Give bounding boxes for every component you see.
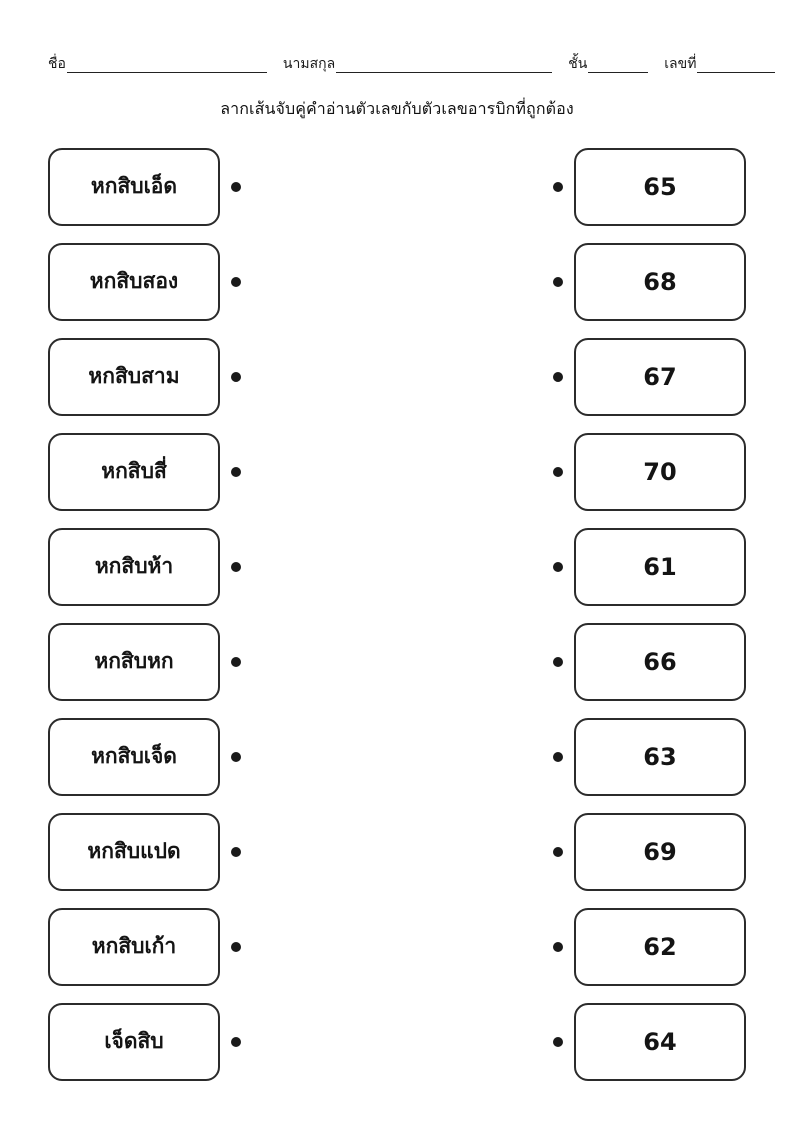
number-card[interactable] bbox=[574, 243, 746, 321]
lastname-label: นามสกุล bbox=[282, 56, 336, 72]
word-card[interactable] bbox=[48, 148, 220, 226]
name-input-blank[interactable] bbox=[67, 58, 267, 73]
number-input-blank[interactable] bbox=[697, 58, 775, 73]
connector-dot-right[interactable] bbox=[553, 372, 563, 382]
student-info-header bbox=[48, 56, 746, 73]
class-input-blank[interactable] bbox=[588, 58, 648, 73]
connector-dot-right[interactable] bbox=[553, 182, 563, 192]
matching-row bbox=[48, 528, 746, 606]
number-card[interactable] bbox=[574, 908, 746, 986]
lastname-input-blank[interactable] bbox=[336, 58, 552, 73]
connector-dot-left[interactable] bbox=[231, 847, 241, 857]
connector-dot-left[interactable] bbox=[231, 277, 241, 287]
name-label: ชื่อ bbox=[48, 56, 66, 72]
number-card[interactable] bbox=[574, 148, 746, 226]
word-card[interactable] bbox=[48, 718, 220, 796]
word-card[interactable] bbox=[48, 908, 220, 986]
number-card-label: 67 bbox=[643, 362, 677, 391]
connector-dot-left[interactable] bbox=[231, 467, 241, 477]
connector-dot-right[interactable] bbox=[553, 467, 563, 477]
matching-row bbox=[48, 908, 746, 986]
number-card[interactable] bbox=[574, 623, 746, 701]
instruction-text: ลากเส้นจับคู่คำอ่านตัวเลขกับตัวเลขอารบิกที่ถูกต้อง bbox=[220, 99, 574, 118]
connector-dot-left[interactable] bbox=[231, 657, 241, 667]
matching-row bbox=[48, 623, 746, 701]
word-card-label: หกสิบสี่ bbox=[101, 459, 167, 484]
number-card-label: 61 bbox=[643, 552, 677, 581]
connector-dot-right[interactable] bbox=[553, 942, 563, 952]
connector-dot-right[interactable] bbox=[553, 657, 563, 667]
word-card-label: หกสิบห้า bbox=[94, 554, 174, 579]
number-card-label: 66 bbox=[643, 647, 677, 676]
number-card[interactable] bbox=[574, 338, 746, 416]
matching-row bbox=[48, 148, 746, 226]
matching-row bbox=[48, 243, 746, 321]
class-label: ชั้น bbox=[568, 56, 588, 72]
number-card[interactable] bbox=[574, 433, 746, 511]
number-card[interactable] bbox=[574, 813, 746, 891]
connector-dot-right[interactable] bbox=[553, 562, 563, 572]
matching-row bbox=[48, 433, 746, 511]
matching-row bbox=[48, 1003, 746, 1081]
word-card-label: หกสิบเจ็ด bbox=[91, 744, 177, 769]
word-card[interactable] bbox=[48, 433, 220, 511]
number-card[interactable] bbox=[574, 1003, 746, 1081]
number-label: เลขที่ bbox=[664, 56, 697, 72]
word-card[interactable] bbox=[48, 623, 220, 701]
matching-row bbox=[48, 338, 746, 416]
word-card-label: หกสิบหก bbox=[94, 649, 174, 674]
word-card-label: หกสิบแปด bbox=[87, 839, 181, 864]
word-card-label: หกสิบสาม bbox=[88, 364, 180, 389]
number-card-label: 62 bbox=[643, 932, 677, 961]
connector-dot-left[interactable] bbox=[231, 182, 241, 192]
number-card-label: 64 bbox=[643, 1027, 677, 1056]
connector-dot-right[interactable] bbox=[553, 752, 563, 762]
number-card-label: 65 bbox=[643, 172, 677, 201]
connector-dot-left[interactable] bbox=[231, 1037, 241, 1047]
matching-rows bbox=[48, 148, 746, 1081]
number-card[interactable] bbox=[574, 718, 746, 796]
connector-dot-right[interactable] bbox=[553, 277, 563, 287]
word-card-label: หกสิบเก้า bbox=[91, 934, 177, 959]
number-card-label: 68 bbox=[643, 267, 677, 296]
connector-dot-right[interactable] bbox=[553, 847, 563, 857]
connector-dot-left[interactable] bbox=[231, 562, 241, 572]
word-card-label: หกสิบเอ็ด bbox=[90, 174, 178, 199]
word-card-label: หกสิบสอง bbox=[89, 269, 179, 294]
number-card-label: 69 bbox=[643, 837, 677, 866]
word-card[interactable] bbox=[48, 243, 220, 321]
matching-row bbox=[48, 718, 746, 796]
number-card-label: 63 bbox=[643, 742, 677, 771]
word-card[interactable] bbox=[48, 813, 220, 891]
word-card[interactable] bbox=[48, 1003, 220, 1081]
number-card[interactable] bbox=[574, 528, 746, 606]
word-card[interactable] bbox=[48, 338, 220, 416]
word-card[interactable] bbox=[48, 528, 220, 606]
number-card-label: 70 bbox=[643, 457, 677, 486]
word-card-label: เจ็ดสิบ bbox=[104, 1029, 164, 1054]
connector-dot-left[interactable] bbox=[231, 372, 241, 382]
matching-row bbox=[48, 813, 746, 891]
connector-dot-left[interactable] bbox=[231, 752, 241, 762]
connector-dot-left[interactable] bbox=[231, 942, 241, 952]
connector-dot-right[interactable] bbox=[553, 1037, 563, 1047]
